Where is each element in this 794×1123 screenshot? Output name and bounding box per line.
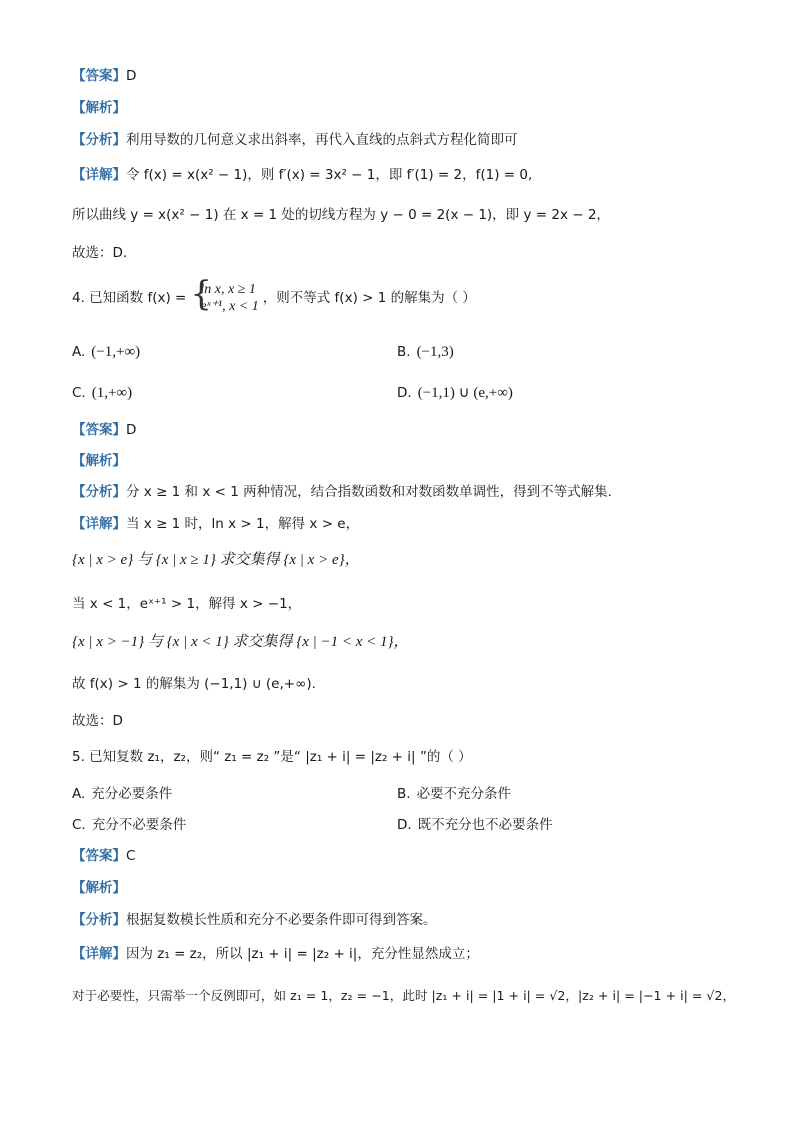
q4-option-d	[397, 383, 513, 403]
q5-analysis-heading	[72, 878, 126, 898]
fenxi-text: 根据复数模长性质和充分不必要条件即可得到答案。	[126, 912, 437, 928]
answer-value: D	[126, 68, 137, 84]
q4-option-a	[72, 342, 140, 362]
detail-text: 令 f(x) = x(x² − 1)，则 f′(x) = 3x² − 1，即 f′(1) = 2，f(1) = 0,	[126, 167, 533, 183]
q5-stem	[72, 747, 472, 767]
piecewise-function	[190, 274, 259, 315]
option-label: D.	[397, 817, 412, 833]
option-value: 充分不必要条件	[91, 817, 187, 833]
left-brace-icon: {	[190, 274, 212, 314]
q5-option-c	[72, 815, 186, 835]
q5-detail-line-1	[72, 944, 479, 964]
stem-prefix: 4. 已知函数 f(x) =	[72, 290, 187, 306]
q4-detail-line-1	[72, 514, 359, 534]
analysis-tag: 【解析】	[72, 100, 126, 116]
option-label: A.	[72, 344, 86, 360]
detail-text: 所以曲线 y = x(x² − 1) 在 x = 1 处的切线方程为 y − 0 = 2(x − 1)，即 y = 2x − 2，	[72, 207, 610, 223]
detail-text: 当 x ≥ 1 时，ln x > 1，解得 x > e，	[126, 516, 360, 532]
q3-conclusion	[72, 243, 127, 263]
option-value: (−1,+∞)	[91, 344, 141, 360]
option-label: A.	[72, 786, 86, 802]
detail-text: 当 x < 1，eˣ⁺¹ > 1，解得 x > −1，	[72, 596, 302, 612]
answer-value: C	[126, 848, 136, 864]
piece-row-2: eˣ⁺¹, x < 1	[200, 299, 259, 314]
q4-option-b	[397, 342, 454, 362]
answer-tag: 【答案】	[72, 68, 126, 84]
q4-conclusion	[72, 711, 123, 731]
q5-detail-line-2	[72, 986, 735, 1006]
option-value: 既不充分也不必要条件	[417, 817, 553, 833]
fenxi-tag: 【分析】	[72, 912, 126, 928]
q4-detail-line-4	[72, 632, 409, 652]
q4-stem	[72, 274, 476, 316]
detail-text: 因为 z₁ = z₂，所以 |z₁ + i| = |z₂ + i|，充分性显然成立；	[126, 946, 479, 962]
q3-answer	[72, 66, 136, 86]
detail-text: {x | x > e} 与 {x | x ≥ 1} 求交集得 {x | x > e}，	[72, 552, 360, 568]
q4-answer	[72, 420, 136, 440]
q5-fenxi	[72, 910, 437, 930]
option-value: 充分必要条件	[91, 786, 173, 802]
q3-detail-line-2	[72, 205, 610, 225]
q4-detail-line-2	[72, 550, 360, 570]
detail-text: 对于必要性，只需举一个反例即可，如 z₁ = 1，z₂ = −1，此时 |z₁ + i| = |1 + i| = √2，|z₂ + i| = |−1 + i| = √2，	[72, 988, 736, 1003]
xiangjie-tag: 【详解】	[72, 946, 126, 962]
q5-option-b	[397, 784, 511, 804]
option-label: C.	[72, 385, 86, 401]
option-label: B.	[397, 344, 411, 360]
option-label: C.	[72, 817, 86, 833]
conclusion-text: 故选：D	[72, 713, 123, 729]
answer-value: D	[126, 422, 137, 438]
q5-option-a	[72, 784, 172, 804]
piece-row-1: ln x, x ≥ 1	[200, 282, 256, 297]
option-value: 必要不充分条件	[416, 786, 512, 802]
analysis-tag: 【解析】	[72, 453, 126, 469]
q4-fenxi	[72, 482, 612, 502]
option-value: (1,+∞)	[91, 385, 133, 401]
q3-fenxi	[72, 130, 518, 150]
option-label: B.	[397, 786, 411, 802]
answer-tag: 【答案】	[72, 848, 126, 864]
option-value: (−1,1) ∪ (e,+∞)	[417, 385, 513, 401]
q4-option-c	[72, 383, 132, 403]
q4-detail-line-3	[72, 594, 301, 614]
xiangjie-tag: 【详解】	[72, 516, 126, 532]
option-value: (−1,3)	[416, 344, 454, 360]
fenxi-text: 分 x ≥ 1 和 x < 1 两种情况，结合指数函数和对数函数单调性，得到不等式解集.	[126, 484, 612, 500]
q4-analysis-heading	[72, 451, 126, 471]
q4-detail-line-5	[72, 674, 316, 694]
q3-analysis-heading	[72, 98, 126, 118]
q5-answer	[72, 846, 135, 866]
answer-tag: 【答案】	[72, 422, 126, 438]
detail-text: {x | x > −1} 与 {x | x < 1} 求交集得 {x | −1 < x < 1}，	[72, 634, 409, 650]
fenxi-text: 利用导数的几何意义求出斜率，再代入直线的点斜式方程化简即可	[126, 132, 518, 148]
stem-text: 5. 已知复数 z₁，z₂，则“ z₁ = z₂ ”是“ |z₁ + i| = |z₂ + i| ”的（ ）	[72, 749, 472, 765]
option-label: D.	[397, 385, 412, 401]
analysis-tag: 【解析】	[72, 880, 126, 896]
stem-suffix: ，则不等式 f(x) > 1 的解集为（ ）	[262, 290, 476, 306]
detail-text: 故 f(x) > 1 的解集为 (−1,1) ∪ (e,+∞).	[72, 676, 316, 692]
q3-detail-line-1	[72, 165, 532, 185]
fenxi-tag: 【分析】	[72, 132, 126, 148]
conclusion-text: 故选：D.	[72, 245, 128, 261]
xiangjie-tag: 【详解】	[72, 167, 126, 183]
fenxi-tag: 【分析】	[72, 484, 126, 500]
q5-option-d	[397, 815, 553, 835]
